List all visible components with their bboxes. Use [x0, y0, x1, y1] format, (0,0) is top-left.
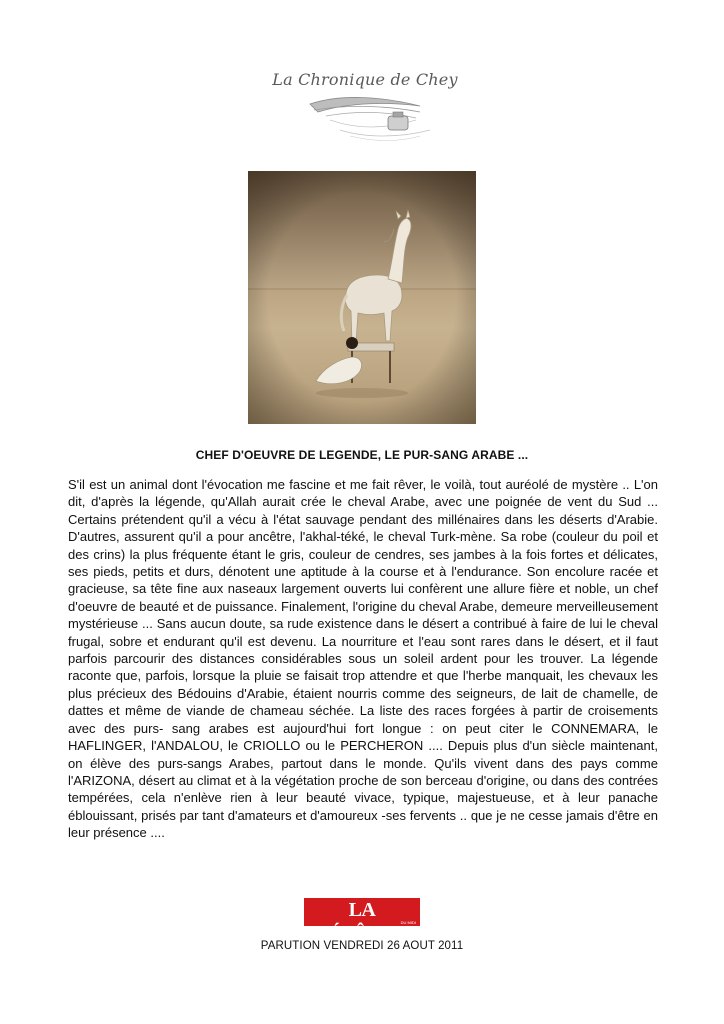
chronicle-logo	[270, 62, 460, 146]
la-depeche-logo[interactable]	[304, 898, 420, 945]
logo-title: La Chronique de Chey	[272, 70, 458, 89]
article-paragraph: S'il est un animal dont l'évocation me fascine et me fait rêver, le voilà, tout auréolé de mystère .. L'on dit, d'après la légende, qu'Allah aurait crée le cheval Arabe, avec une poignée de vent du Sud ... Certains prétendent qu'il a vécu à l'état sauvage pendant des millénaires dans les déserts d'Arabie. D'autres, assurent qu'il a pour ancêtre, l'akhal-téké, le cheval Turk-mène. Sa robe (couleur du poil et des crins) la plus fréquente étant le gris, couleur de cendres, ses jambes à la fois fortes et délicates, ses pieds, petits et durs, dénotent une aptitude à la course et à l'endurance. Son encolure racée et gracieuse, sa tête fine aux naseaux largement ouverts lui confèrent une allure fière et noble, un chef d'oeuvre de beauté et de puissance. Finalement, l'origine du cheval Arabe, demeure merveilleusement mystérieuse ... Sans aucun doute, sa rude existence dans le désert a contribué à faire de lui le cheval frugal, sobre et endurant qu'il est devenu. La nourriture et l'eau sont rares dans le désert, et il faut parfois parcourir des distances considérables sous un soleil ardent pour les trouver. La légende raconte que, parfois, lorsque la pluie se faisait trop attendre et que l'herbe manquait, les chevaux les plus précieux des Bédouins d'Arabie, étaient nourris comme des seigneurs, de lait de chamelle, de dattes et même de viande de chameau séchée. La liste des races forgées à partir de croisements avec des purs- sang arabes est aujourd'hui fort longue : on peut citer le CONNEMARA, le HAFLINGER, l'ANDALOU, le CRIOLLO ou le PERCHERON .... Depuis plus d'un siècle maintenant, on élève des purs-sangs Arabes, partout dans le monde. Qu'ils vivent dans des pays comme l'ARIZONA, désert au climat et à la végétation proche de son berceau d'origine, ou dans des contrées tempérées, cela n'enlève rien à leur beauté vivace, typique, majestueuse, et à leur panache éblouissant, prisés par tant d'amateurs et d'amoureux -ses fervents .. que je ne cesse jamais d'être en leur présence ....	[68, 477, 658, 841]
horse-photo-image	[248, 171, 476, 424]
article-body	[68, 476, 658, 842]
publication-date: PARUTION VENDREDI 26 AOUT 2011	[260, 940, 464, 952]
arabian-horse-photo	[248, 171, 476, 424]
article-headline: CHEF D'OEUVRE DE LEGENDE, LE PUR-SANG ARABE ...	[195, 448, 529, 462]
quill-inkwell-icon	[270, 90, 460, 146]
brand-name: LA DÉPÊCHE	[315, 899, 409, 945]
brand-subname: DU MIDI	[400, 920, 416, 925]
